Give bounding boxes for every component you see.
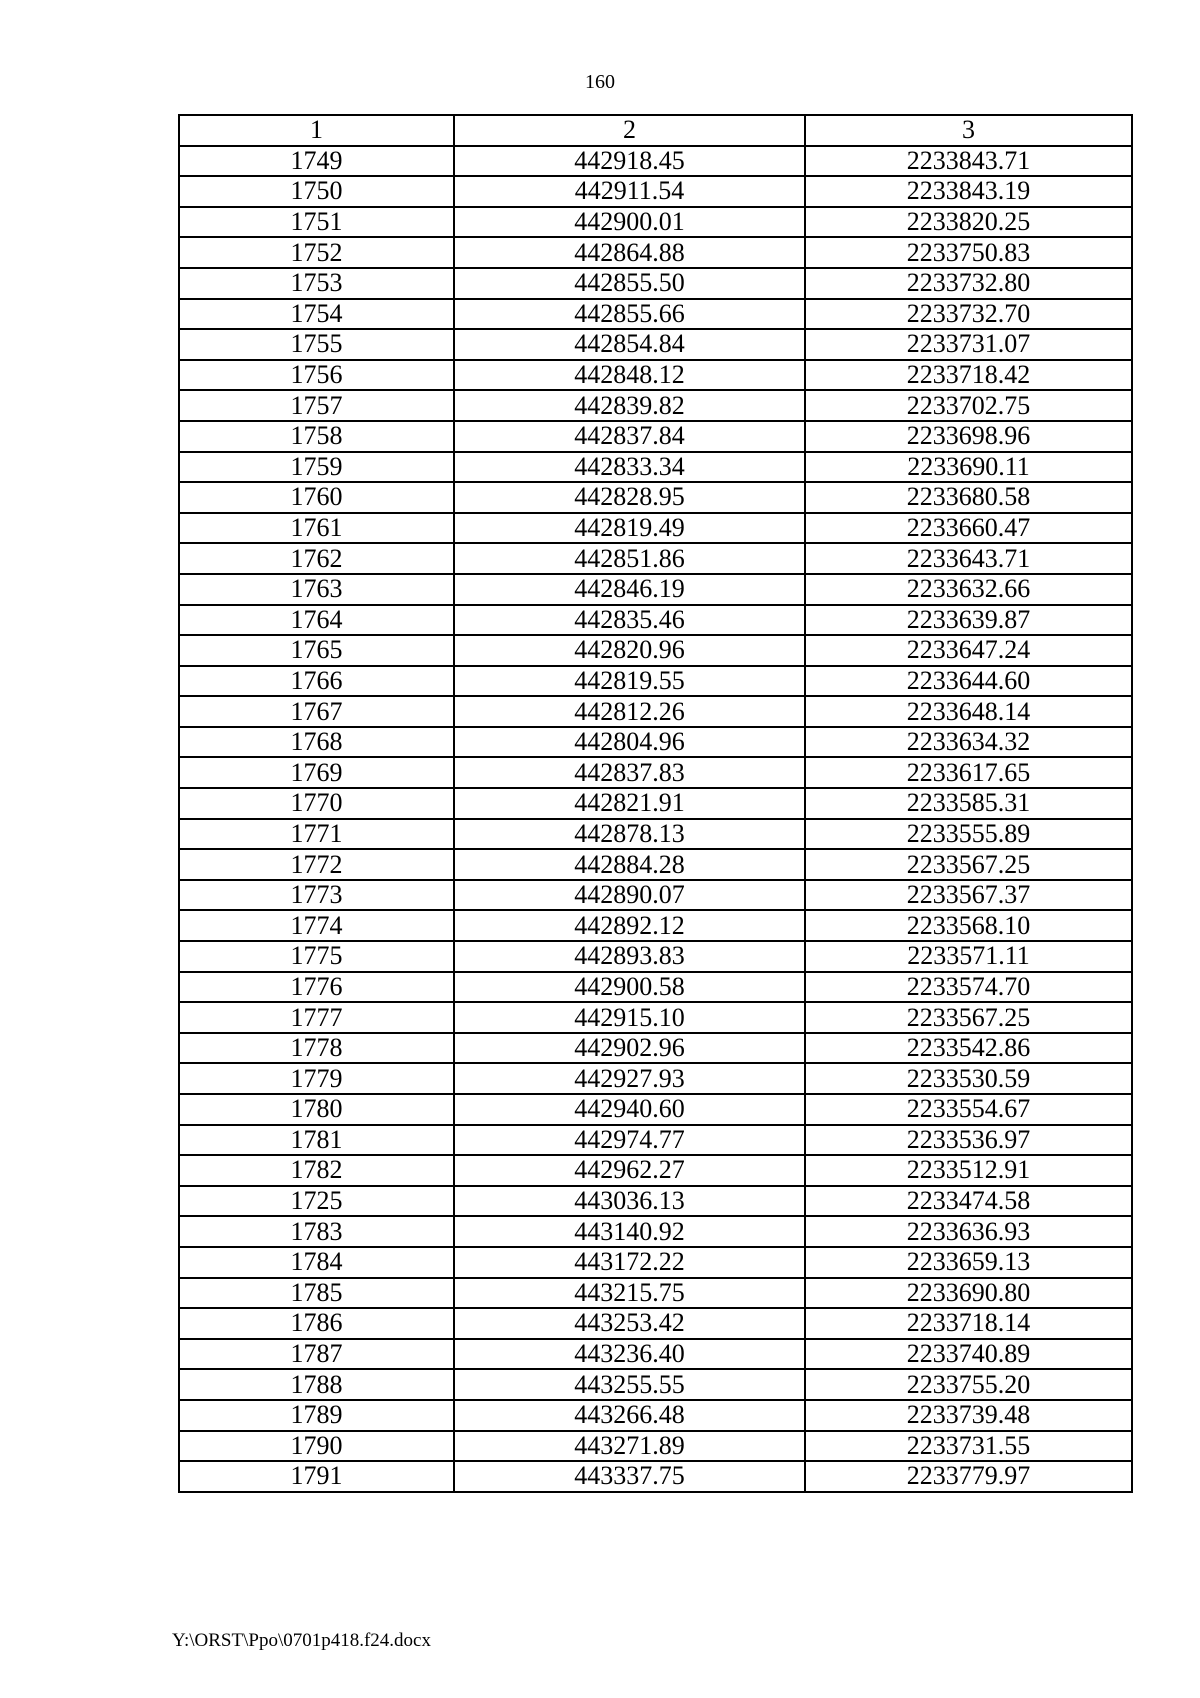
point-number-cell: 1753 xyxy=(179,268,454,299)
table-row xyxy=(179,1461,1132,1492)
point-number-cell: 1755 xyxy=(179,329,454,360)
y-coordinate-cell: 2233779.97 xyxy=(805,1461,1132,1492)
y-coordinate-cell: 2233718.42 xyxy=(805,360,1132,391)
y-coordinate-cell: 2233536.97 xyxy=(805,1125,1132,1156)
point-number-cell: 1762 xyxy=(179,543,454,574)
table-row xyxy=(179,727,1132,758)
x-coordinate-cell: 442804.96 xyxy=(454,727,805,758)
y-coordinate-cell: 2233690.11 xyxy=(805,452,1132,483)
x-coordinate-cell: 442854.84 xyxy=(454,329,805,360)
table-row xyxy=(179,849,1132,880)
table-row xyxy=(179,1186,1132,1217)
table-row xyxy=(179,910,1132,941)
x-coordinate-cell: 442974.77 xyxy=(454,1125,805,1156)
point-number-cell: 1757 xyxy=(179,390,454,421)
footer-file-path: Y:\ORST\Ppo\0701p418.f24.docx xyxy=(172,1630,431,1651)
y-coordinate-cell: 2233644.60 xyxy=(805,666,1132,697)
y-coordinate-cell: 2233568.10 xyxy=(805,910,1132,941)
table-row xyxy=(179,819,1132,850)
y-coordinate-cell: 2233698.96 xyxy=(805,421,1132,452)
point-number-cell: 1770 xyxy=(179,788,454,819)
point-number-cell: 1763 xyxy=(179,574,454,605)
y-coordinate-cell: 2233702.75 xyxy=(805,390,1132,421)
table-row xyxy=(179,666,1132,697)
point-number-cell: 1791 xyxy=(179,1461,454,1492)
x-coordinate-cell: 442892.12 xyxy=(454,910,805,941)
x-coordinate-cell: 442927.93 xyxy=(454,1063,805,1094)
point-number-cell: 1775 xyxy=(179,941,454,972)
table-body xyxy=(179,115,1132,1492)
table-row xyxy=(179,207,1132,238)
x-coordinate-cell: 442884.28 xyxy=(454,849,805,880)
x-coordinate-cell: 442837.84 xyxy=(454,421,805,452)
y-coordinate-cell: 2233617.65 xyxy=(805,757,1132,788)
y-coordinate-cell: 2233542.86 xyxy=(805,1033,1132,1064)
x-coordinate-cell: 442855.66 xyxy=(454,299,805,330)
x-coordinate-cell: 442962.27 xyxy=(454,1155,805,1186)
x-coordinate-cell: 443036.13 xyxy=(454,1186,805,1217)
table-row xyxy=(179,1155,1132,1186)
point-number-cell: 1765 xyxy=(179,635,454,666)
coordinates-table xyxy=(178,114,1133,1493)
table-row xyxy=(179,788,1132,819)
y-coordinate-cell: 2233567.25 xyxy=(805,1002,1132,1033)
point-number-cell: 1782 xyxy=(179,1155,454,1186)
x-coordinate-cell: 442911.54 xyxy=(454,176,805,207)
point-number-cell: 1766 xyxy=(179,666,454,697)
table-row xyxy=(179,176,1132,207)
y-coordinate-cell: 2233643.71 xyxy=(805,543,1132,574)
y-coordinate-cell: 2233554.67 xyxy=(805,1094,1132,1125)
table-row xyxy=(179,421,1132,452)
x-coordinate-cell: 442864.88 xyxy=(454,237,805,268)
y-coordinate-cell: 2233567.25 xyxy=(805,849,1132,880)
y-coordinate-cell: 2233571.11 xyxy=(805,941,1132,972)
y-coordinate-cell: 2233634.32 xyxy=(805,727,1132,758)
table-row xyxy=(179,1033,1132,1064)
point-number-cell: 1760 xyxy=(179,482,454,513)
point-number-cell: 1750 xyxy=(179,176,454,207)
y-coordinate-cell: 2233739.48 xyxy=(805,1400,1132,1431)
point-number-cell: 1789 xyxy=(179,1400,454,1431)
table-row xyxy=(179,1002,1132,1033)
y-coordinate-cell: 2233820.25 xyxy=(805,207,1132,238)
point-number-cell: 1759 xyxy=(179,452,454,483)
x-coordinate-cell: 443266.48 xyxy=(454,1400,805,1431)
y-coordinate-cell: 2233585.31 xyxy=(805,788,1132,819)
x-coordinate-cell: 442900.01 xyxy=(454,207,805,238)
point-number-cell: 1773 xyxy=(179,880,454,911)
point-number-cell: 1756 xyxy=(179,360,454,391)
point-number-cell: 1772 xyxy=(179,849,454,880)
y-coordinate-cell: 2233567.37 xyxy=(805,880,1132,911)
point-number-cell: 1767 xyxy=(179,696,454,727)
table-row xyxy=(179,1125,1132,1156)
y-coordinate-cell: 2233718.14 xyxy=(805,1308,1132,1339)
table-row xyxy=(179,543,1132,574)
x-coordinate-cell: 442900.58 xyxy=(454,972,805,1003)
table-row xyxy=(179,880,1132,911)
y-coordinate-cell: 2233843.19 xyxy=(805,176,1132,207)
table-row xyxy=(179,360,1132,391)
x-coordinate-cell: 442915.10 xyxy=(454,1002,805,1033)
table-row xyxy=(179,1063,1132,1094)
x-coordinate-cell: 442837.83 xyxy=(454,757,805,788)
point-number-cell: 1752 xyxy=(179,237,454,268)
x-coordinate-cell: 442846.19 xyxy=(454,574,805,605)
point-number-cell: 1786 xyxy=(179,1308,454,1339)
point-number-cell: 1758 xyxy=(179,421,454,452)
point-number-cell: 1788 xyxy=(179,1369,454,1400)
table-row xyxy=(179,972,1132,1003)
y-coordinate-cell: 2233680.58 xyxy=(805,482,1132,513)
y-coordinate-cell: 2233690.80 xyxy=(805,1278,1132,1309)
y-coordinate-cell: 2233659.13 xyxy=(805,1247,1132,1278)
y-coordinate-cell: 2233647.24 xyxy=(805,635,1132,666)
x-coordinate-cell: 443337.75 xyxy=(454,1461,805,1492)
x-coordinate-cell: 442819.55 xyxy=(454,666,805,697)
point-number-cell: 1749 xyxy=(179,146,454,177)
table-row xyxy=(179,1369,1132,1400)
point-number-cell: 1790 xyxy=(179,1431,454,1462)
point-number-cell: 1784 xyxy=(179,1247,454,1278)
table-row xyxy=(179,605,1132,636)
table-row xyxy=(179,574,1132,605)
table-row xyxy=(179,1308,1132,1339)
point-number-cell: 1780 xyxy=(179,1094,454,1125)
table-row xyxy=(179,696,1132,727)
y-coordinate-cell: 2233843.71 xyxy=(805,146,1132,177)
point-number-cell: 1776 xyxy=(179,972,454,1003)
x-coordinate-cell: 442890.07 xyxy=(454,880,805,911)
y-coordinate-cell: 2233740.89 xyxy=(805,1339,1132,1370)
x-coordinate-cell: 442828.95 xyxy=(454,482,805,513)
table-row xyxy=(179,1400,1132,1431)
point-number-cell: 1783 xyxy=(179,1216,454,1247)
x-coordinate-cell: 442918.45 xyxy=(454,146,805,177)
point-number-cell: 1787 xyxy=(179,1339,454,1370)
table-row xyxy=(179,268,1132,299)
x-coordinate-cell: 442902.96 xyxy=(454,1033,805,1064)
column-header-1: 1 xyxy=(179,115,454,146)
y-coordinate-cell: 2233660.47 xyxy=(805,513,1132,544)
y-coordinate-cell: 2233555.89 xyxy=(805,819,1132,850)
page-number: 160 xyxy=(585,71,615,93)
point-number-cell: 1777 xyxy=(179,1002,454,1033)
y-coordinate-cell: 2233474.58 xyxy=(805,1186,1132,1217)
y-coordinate-cell: 2233732.70 xyxy=(805,299,1132,330)
y-coordinate-cell: 2233648.14 xyxy=(805,696,1132,727)
point-number-cell: 1768 xyxy=(179,727,454,758)
table-row xyxy=(179,146,1132,177)
y-coordinate-cell: 2233530.59 xyxy=(805,1063,1132,1094)
x-coordinate-cell: 442835.46 xyxy=(454,605,805,636)
y-coordinate-cell: 2233512.91 xyxy=(805,1155,1132,1186)
table-row xyxy=(179,1247,1132,1278)
y-coordinate-cell: 2233636.93 xyxy=(805,1216,1132,1247)
column-header-2: 2 xyxy=(454,115,805,146)
x-coordinate-cell: 443271.89 xyxy=(454,1431,805,1462)
point-number-cell: 1764 xyxy=(179,605,454,636)
x-coordinate-cell: 442820.96 xyxy=(454,635,805,666)
point-number-cell: 1778 xyxy=(179,1033,454,1064)
point-number-cell: 1769 xyxy=(179,757,454,788)
table-row xyxy=(179,1216,1132,1247)
x-coordinate-cell: 443255.55 xyxy=(454,1369,805,1400)
y-coordinate-cell: 2233732.80 xyxy=(805,268,1132,299)
y-coordinate-cell: 2233755.20 xyxy=(805,1369,1132,1400)
x-coordinate-cell: 442819.49 xyxy=(454,513,805,544)
table-row xyxy=(179,452,1132,483)
y-coordinate-cell: 2233632.66 xyxy=(805,574,1132,605)
table-row xyxy=(179,390,1132,421)
table-row xyxy=(179,941,1132,972)
x-coordinate-cell: 443172.22 xyxy=(454,1247,805,1278)
x-coordinate-cell: 443140.92 xyxy=(454,1216,805,1247)
y-coordinate-cell: 2233639.87 xyxy=(805,605,1132,636)
table-row xyxy=(179,757,1132,788)
x-coordinate-cell: 443236.40 xyxy=(454,1339,805,1370)
y-coordinate-cell: 2233750.83 xyxy=(805,237,1132,268)
x-coordinate-cell: 442848.12 xyxy=(454,360,805,391)
table-header-row xyxy=(179,115,1132,146)
x-coordinate-cell: 442893.83 xyxy=(454,941,805,972)
table-row xyxy=(179,1094,1132,1125)
y-coordinate-cell: 2233731.07 xyxy=(805,329,1132,360)
table-row xyxy=(179,635,1132,666)
y-coordinate-cell: 2233731.55 xyxy=(805,1431,1132,1462)
x-coordinate-cell: 442855.50 xyxy=(454,268,805,299)
table-row xyxy=(179,299,1132,330)
x-coordinate-cell: 442851.86 xyxy=(454,543,805,574)
table-row xyxy=(179,329,1132,360)
table-row xyxy=(179,1278,1132,1309)
x-coordinate-cell: 442833.34 xyxy=(454,452,805,483)
x-coordinate-cell: 442878.13 xyxy=(454,819,805,850)
point-number-cell: 1761 xyxy=(179,513,454,544)
point-number-cell: 1774 xyxy=(179,910,454,941)
x-coordinate-cell: 442812.26 xyxy=(454,696,805,727)
point-number-cell: 1779 xyxy=(179,1063,454,1094)
table-row xyxy=(179,1431,1132,1462)
table-row xyxy=(179,482,1132,513)
point-number-cell: 1754 xyxy=(179,299,454,330)
point-number-cell: 1751 xyxy=(179,207,454,238)
y-coordinate-cell: 2233574.70 xyxy=(805,972,1132,1003)
point-number-cell: 1725 xyxy=(179,1186,454,1217)
point-number-cell: 1771 xyxy=(179,819,454,850)
x-coordinate-cell: 443253.42 xyxy=(454,1308,805,1339)
x-coordinate-cell: 442821.91 xyxy=(454,788,805,819)
column-header-3: 3 xyxy=(805,115,1132,146)
x-coordinate-cell: 442839.82 xyxy=(454,390,805,421)
x-coordinate-cell: 443215.75 xyxy=(454,1278,805,1309)
table-row xyxy=(179,237,1132,268)
x-coordinate-cell: 442940.60 xyxy=(454,1094,805,1125)
point-number-cell: 1785 xyxy=(179,1278,454,1309)
point-number-cell: 1781 xyxy=(179,1125,454,1156)
table-row xyxy=(179,513,1132,544)
table-row xyxy=(179,1339,1132,1370)
